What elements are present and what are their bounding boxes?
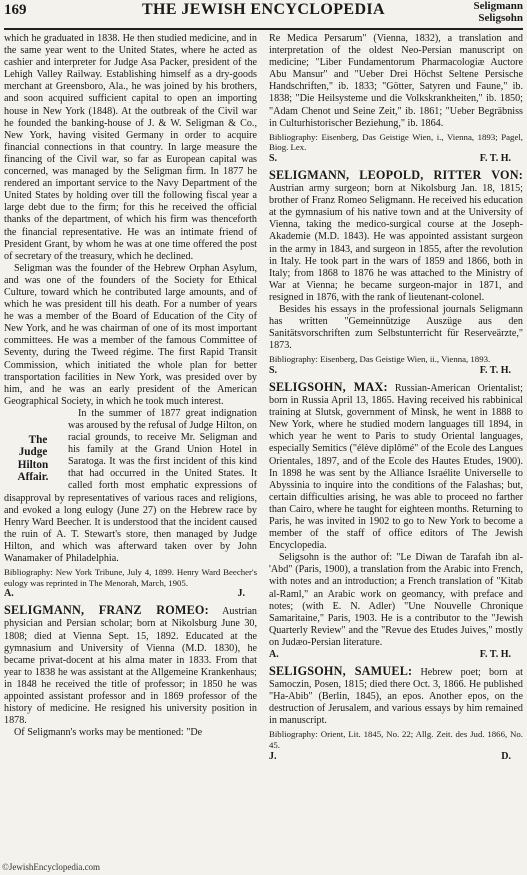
- signature-line: [269, 365, 523, 377]
- author-initial: J.: [269, 750, 277, 762]
- article-text: Hebrew poet; born at Samoczin, Posen, 1815; died there Oct. 3, 1866. He published "Ha-Abib" (Berlin, 1845), an epos. Another epos, on the destruction of Jerusalem, and various essays by him remained in manuscript.: [269, 667, 523, 727]
- seligman-text-1: which he graduated in 1838. He then studied medicine, and in the same year went to the United States, where he acted as cashier and interpreter for Judge Asa Packer, president of the Lehigh Valley Railway. Establishing himself as a dry-goods merchant at Greensboro, Ala., he was joined by his brothers, and soon acquired sufficient capital to open an importing house in New York (1848). At the outbreak of the Civil war he founded the banking-house of J. & W. Seligman & Co., New York, having visited Germany in order to acquire financial connections in that country. In large measure the financing of the Civil war, so far as European capital was concerned, was managed by the Seligman firm. In 1877 he rendered an important service to the Navy Department of the United States by holding over till the following fiscal year a large debt due to the firm; for this he received the official thanks of the department, of which his firm was thenceforth the financial representative. He was an intimate friend of President Grant, by whom he was at one time offered the post of secretary of the treasury, which he declined.: [4, 33, 257, 262]
- article-seligsohn-samuel: [269, 665, 523, 727]
- bibliography: Bibliography: New York Tribune, July 4, 1899. Henry Ward Beecher's eulogy was reprinted in The Menorah, March, 1905.: [4, 567, 257, 588]
- author-initial: S.: [269, 152, 278, 164]
- bibliography: Bibliography: Eisenberg, Das Geistige Wien, i., Vienna, 1893; Pagel, Biog. Lex.: [269, 131, 523, 153]
- author-initial: F. T. H.: [479, 364, 511, 376]
- author-initial: A.: [4, 588, 14, 600]
- running-head-last: Seligsohn: [478, 12, 523, 24]
- signature-line: [269, 751, 523, 763]
- article-heading: SELIGMANN, FRANZ ROMEO:: [4, 603, 209, 618]
- article-text: Of Seligmann's works may be mentioned: "De: [14, 727, 203, 739]
- author-initial: J.: [237, 588, 245, 600]
- left-column: [4, 33, 257, 869]
- article-heading: SELIGMANN, LEOPOLD, RITTER VON:: [269, 167, 523, 182]
- hilton-affair-paragraph: [4, 408, 257, 565]
- running-head-first: Seligmann: [473, 0, 523, 12]
- signature-line: [269, 153, 523, 165]
- article-text: Russian-American Orientalist; born in Russia April 13, 1865. Having received his rabbinical training at Slutsk, government of Minsk, he went in 1888 to New York, where he studied modern languages till 1894, in which year he went to Paris to study Oriental languages, especially Semitics ("élève diplômé" of the Ecole des Langues Orientales, 1897, and of the Ecole des Hautes Etudes, 1900). In 1898 he was sent by the Alliance Israélite Universelle to Abyssinia to inquire into the conditions of the Falashas; but, certain difficulties arising, he was able to proceed no farther than Cairo, where he taught for eighteen months. Returning to Paris, he was invited in 1902 to go to New York to become a member of the staff of office editors of The Jewish Encyclopedia.: [269, 382, 523, 552]
- header-rule: [4, 28, 523, 30]
- signature-line: [269, 649, 523, 661]
- article-text: Besides his essays in the professional journals Seligmann has written "Gemeinnützige Auszüge aus den Sanitätsvorschriften zum Selbstunterricht für Reserveärzte," 1873.: [269, 303, 523, 352]
- marginal-heading: The Judge Hilton Affair.: [17, 433, 49, 484]
- signature-line: [4, 588, 257, 600]
- article-heading: SELIGSOHN, SAMUEL:: [269, 664, 413, 678]
- author-initial: F. T. H.: [479, 649, 511, 660]
- author-initial: A.: [269, 649, 279, 660]
- running-head: [473, 0, 523, 24]
- page-header: [4, 0, 523, 30]
- article-text: Re Medica Persarum" (Vienna, 1832), a translation and interpretation of the oldest Neo-Persian manuscript on medicine; "Liber Fundamentorum Pharmacologiæ Auctore Abu Mansur" and "Ueber Drei Höchst Seltene Persische Handschriften," ib. 1833; "Götter, Satyren und Faune," ib. 1838; "Die Heilsysteme und die Volkskrankheiten," ib. 1850; "Adam Chenot und Seine Zeit," ib. 1861; "Ueber Begräbniss in Culturhistorischer Beziehung," ib. 1864.: [269, 33, 523, 129]
- hilton-affair-text: In the summer of 1877 great indignation was aroused by the refusal of Judge Hilton, on racial grounds, to receive Mr. Seligman and his family at the Grand Union Hotel in Saratoga. It was the first incident of this kind that had occurred in the United States. It called forth most emphatic expressions of disapproval by representatives of various races and religions, and evoked a long eulogy (June 27) on the Hebrew race by Henry Ward Beecher. It is understood that the incident caused the ruin of A. T. Stewart's store, then managed by Judge Hilton, and which was afterward taken over by John Wanamaker of Philadelphia.: [4, 407, 257, 565]
- page-number: 169: [4, 2, 27, 18]
- bibliography: Bibliography: Orient, Lit. 1845, No. 22; Allg. Zeit. des Jud. 1866, No. 45.: [269, 729, 523, 751]
- article-seligmann-leopold: [269, 169, 523, 304]
- article-seligsohn-max: [269, 381, 523, 552]
- author-initial: D.: [501, 750, 511, 762]
- article-heading: SELIGSOHN, MAX:: [269, 379, 388, 394]
- article-text: Austrian physician and Persian scholar; born at Nikolsburg June 30, 1808; died at Vienna Sept. 15, 1892. Educated at the gymnasium and University of Vienna (M.D. 1830), he became privat-docent at his alma mater in 1833. From that year to 1838 he was assistant at the Allgemeine Krankenhaus; in 1848 he received the title of professor; in 1850 he was appointed assistant professor and in 1869 professor of the history of medicine. He resigned his university position in 1878.: [4, 606, 257, 727]
- bibliography: Bibliography: Eisenberg, Das Geistige Wien, ii., Vienna, 1893.: [269, 354, 491, 365]
- article-text: Austrian army surgeon; born at Nikolsburg Jan. 18, 1815; brother of Franz Romeo Seligmann. He received his education at the gymnasium of his native town and at the University of Vienna, taking the medico-surgical course at the Joseph-Akademie (M.D. 1843). He was appointed assistant surgeon in the army in 1843, and surgeon in 1855, after the revolution in Italy. He took part in the wars of 1859 and 1866, both in Italy; from 1868 to 1876 he was attached to the Ministry of War at Vienna; he became surgeon-major in 1871, and resigned in 1876, with the rank of lieutenant-colonel.: [269, 183, 523, 303]
- seligman-text-2: Seligman was the founder of the Hebrew Orphan Asylum, and was one of the founders of the Society for Ethical Culture, toward which he contributed large amounts, and of which he was president till his death. For a number of years he was a member of the Board of Education of the City of New York, and he was chairman of one of its most important committees. He was a member of the famous Committee of Seventy, during the Tweed régime. The first Rapid Transit Commission, which initiated the whole plan for better transportation facilities in New York, was presided over by him, and he was an early president of the American Geographical Society, in which he took much interest.: [4, 262, 257, 407]
- author-initial: F. T. H.: [479, 152, 511, 164]
- article-text: Seligsohn is the author of: "Le Diwan de Tarafah ibn al-'Abd" (Paris, 1900), a translation from the Arabic into French, with notes and an introduction; a French translation of "Kitab al-Raml," an Arabic work on geomancy, with preface and notes; (with E. N. Adler) "Une Nouvelle Chronique Samaritaine," Paris, 1903. He is a contributor to the "Jewish Quarterly Review" and the "Revue des Etudes Juives," mostly on Judæo-Persian literature.: [269, 552, 523, 648]
- article-seligmann-franz: [4, 604, 257, 727]
- author-initial: S.: [269, 364, 278, 376]
- copyright-footer: ©JewishEncyclopedia.com: [2, 862, 101, 872]
- right-column: [269, 33, 523, 869]
- encyclopedia-title: THE JEWISH ENCYCLOPEDIA: [141, 1, 386, 18]
